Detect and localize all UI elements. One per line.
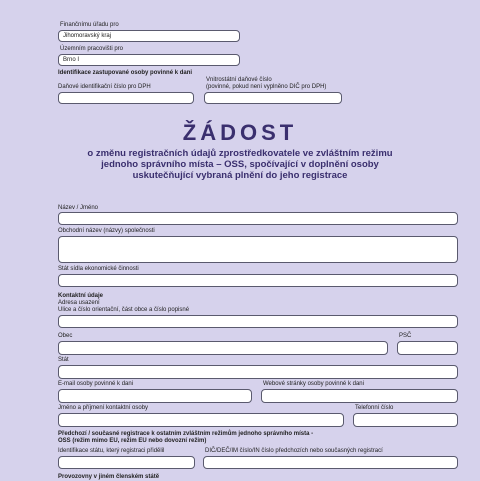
ulice-label: Ulice a číslo orientační, část obce a číslo popisné	[58, 307, 190, 313]
telefon-field[interactable]	[353, 413, 458, 427]
telefon-label: Telefonní číslo	[355, 405, 394, 411]
kontaktni-osoba-label: Jméno a příjmení kontaktní osoby	[58, 405, 149, 411]
email-label: E-mail osoby povinné k dani	[58, 381, 134, 387]
subtitle-line-2: jednoho správního místa – OSS, spočívající v doplnění osoby	[101, 159, 379, 170]
obec-label: Obec	[58, 333, 73, 339]
provozovny-label: Provozovny v jiném členském státě	[58, 474, 160, 480]
stat-sidla-label: Stát sídla ekonomické činnosti	[58, 266, 139, 272]
nazev-field[interactable]	[58, 212, 458, 225]
dic-dph-field[interactable]	[58, 92, 194, 104]
kontaktni-osoba-field[interactable]	[58, 413, 344, 427]
nazev-label: Název / Jméno	[58, 205, 99, 211]
psc-field[interactable]	[397, 341, 458, 355]
stat-label: Stát	[58, 357, 69, 363]
dic-predchozich-field[interactable]	[203, 456, 458, 469]
obchodni-nazev-field[interactable]	[58, 236, 458, 263]
dic-predchozich-label: DIČ/DEČ/IM číslo/IN číslo předchozích nebo současných registrací	[205, 448, 383, 454]
predchozi-registrace-label-2: OSS (režim mimo EU, režim EU nebo dovozní režim)	[58, 438, 207, 444]
kontaktni-udaje-label: Kontaktní údaje	[58, 293, 104, 299]
vnitrostatni-label-2: (povinné, pokud není vyplněno DIČ pro DPH)	[206, 84, 327, 90]
web-label: Webové stránky osoby povinné k dani	[263, 381, 364, 387]
stat-field[interactable]	[58, 365, 458, 379]
obec-field[interactable]	[58, 341, 388, 355]
page-subtitle	[40, 148, 440, 181]
identifikace-statu-field[interactable]	[58, 456, 195, 469]
uzemni-pracoviste-label: Územním pracovišti pro	[60, 46, 124, 52]
predchozi-registrace-label-1: Předchozí / současné registrace k ostatním zvláštním režimům jednoho správního místa -	[58, 431, 314, 437]
adresa-label: Adresa usazení	[58, 300, 100, 306]
vnitrostatni-label-1: Vnitrostátní daňové číslo	[206, 77, 272, 83]
web-field[interactable]	[261, 389, 458, 403]
identifikace-label: Identifikace zastupované osoby povinné k dani	[58, 70, 193, 76]
psc-label: PSČ	[399, 333, 412, 339]
page-title: ŽÁDOST	[182, 120, 298, 145]
stat-sidla-field[interactable]	[58, 274, 458, 287]
dic-dph-label: Daňové identifikační číslo pro DPH	[58, 84, 151, 90]
subtitle-line-3: uskutečňující vybraná plnění do jeho registrace	[132, 170, 348, 181]
email-field[interactable]	[58, 389, 252, 403]
obchodni-nazev-label: Obchodní název (názvy) společnosti	[58, 228, 155, 234]
identifikace-statu-label: Identifikace státu, který registraci přidělil	[58, 448, 165, 454]
financni-urad-field[interactable]: Jihomoravský kraj	[58, 30, 240, 42]
financni-urad-label: Finančnímu úřadu pro	[60, 22, 119, 28]
ulice-field[interactable]	[58, 315, 458, 328]
vnitrostatni-field[interactable]	[204, 92, 342, 104]
subtitle-line-1: o změnu registračních údajů zprostředkovatele ve zvláštním režimu	[87, 148, 393, 159]
uzemni-pracoviste-field[interactable]: Brno I	[58, 54, 240, 66]
